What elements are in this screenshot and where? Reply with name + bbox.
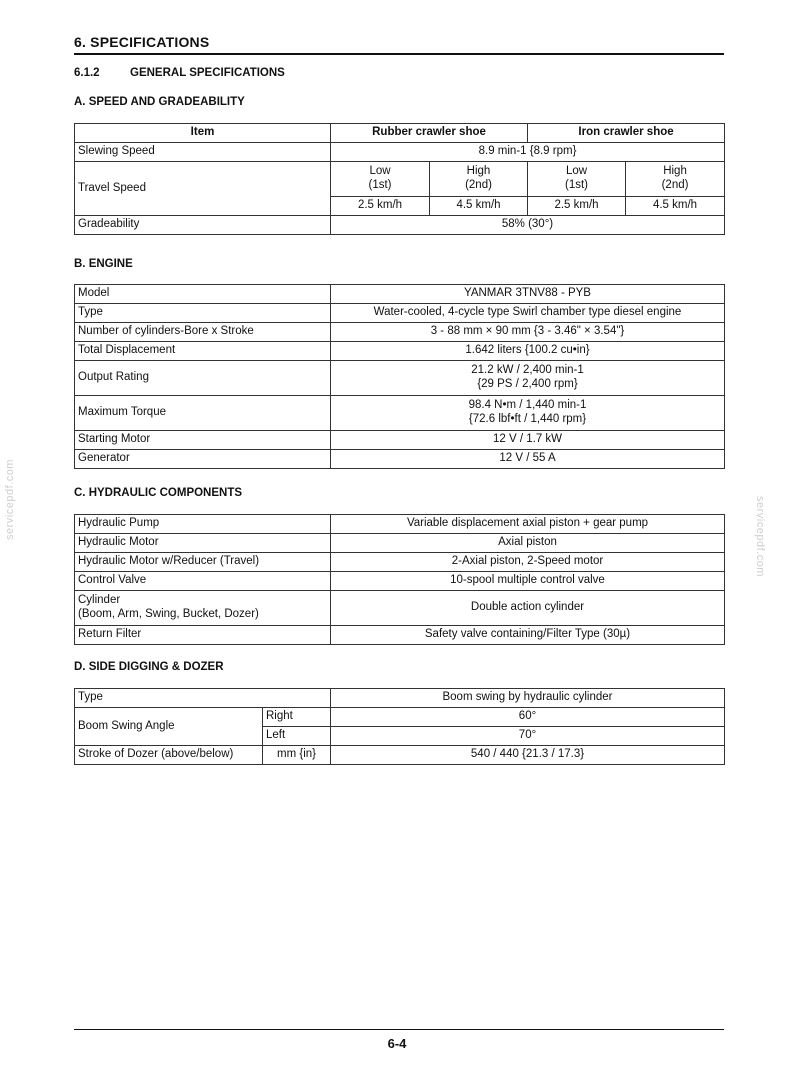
row-value: 60° (331, 708, 725, 727)
subsection-number: 6.1.2 (74, 67, 100, 79)
engine-table (74, 284, 725, 469)
row-label: Hydraulic Motor (75, 534, 331, 553)
gear-cell: Low (1st) (528, 162, 626, 197)
col-header-rubber: Rubber crawler shoe (331, 124, 528, 143)
row-label: Type (75, 304, 331, 323)
subsection-heading (74, 67, 285, 79)
row-value: Double action cylinder (331, 591, 725, 626)
section-title-hydraulic: C. HYDRAULIC COMPONENTS (74, 487, 243, 499)
table-row (75, 143, 725, 162)
row-label: Maximum Torque (75, 396, 331, 431)
row-value: 4.5 km/h (430, 197, 528, 216)
row-label: Total Displacement (75, 342, 331, 361)
table-row (75, 746, 725, 765)
table-row (75, 572, 725, 591)
row-label: Control Valve (75, 572, 331, 591)
table-row (75, 304, 725, 323)
row-value: 10-spool multiple control valve (331, 572, 725, 591)
section-title-engine: B. ENGINE (74, 258, 133, 270)
section-title-speed: A. SPEED AND GRADEABILITY (74, 96, 245, 108)
section-title-dozer: D. SIDE DIGGING & DOZER (74, 661, 224, 673)
table-row (75, 708, 725, 727)
row-label: Stroke of Dozer (above/below) (75, 746, 263, 765)
table-row (75, 361, 725, 396)
footer-divider (74, 1029, 724, 1030)
page-number: 6-4 (387, 1036, 407, 1051)
row-label: Number of cylinders-Bore x Stroke (75, 323, 331, 342)
table-row (75, 216, 725, 235)
row-label: Output Rating (75, 361, 331, 396)
row-label: Model (75, 285, 331, 304)
unit-label: mm {in} (263, 746, 331, 765)
row-value: 2-Axial piston, 2-Speed motor (331, 553, 725, 572)
table-row (75, 626, 725, 645)
row-value: YANMAR 3TNV88 - PYB (331, 285, 725, 304)
sub-label: Right (263, 708, 331, 727)
col-header-item: Item (75, 124, 331, 143)
table-row (75, 515, 725, 534)
table-row (75, 285, 725, 304)
gear-cell: Low (1st) (331, 162, 430, 197)
watermark-left: servicepdf.com (4, 459, 16, 540)
row-label: Travel Speed (75, 162, 331, 216)
row-value: Axial piston (331, 534, 725, 553)
row-value: 1.642 liters {100.2 cu•in} (331, 342, 725, 361)
row-value: 21.2 kW / 2,400 min-1 {29 PS / 2,400 rpm} (331, 361, 725, 396)
row-value: 58% (30°) (331, 216, 725, 235)
table-row (75, 431, 725, 450)
row-value: 4.5 km/h (626, 197, 725, 216)
row-label: Cylinder (Boom, Arm, Swing, Bucket, Dozer) (75, 591, 331, 626)
row-value: 2.5 km/h (331, 197, 430, 216)
row-value: Variable displacement axial piston + gear pump (331, 515, 725, 534)
row-label: Type (75, 689, 331, 708)
table-row (75, 450, 725, 469)
row-label: Boom Swing Angle (75, 708, 263, 746)
table-row (75, 342, 725, 361)
hydraulic-table (74, 514, 725, 645)
row-value: Water-cooled, 4-cycle type Swirl chamber type diesel engine (331, 304, 725, 323)
row-label: Return Filter (75, 626, 331, 645)
row-value: 3 - 88 mm × 90 mm {3 - 3.46" × 3.54"} (331, 323, 725, 342)
row-label: Hydraulic Pump (75, 515, 331, 534)
row-label: Gradeability (75, 216, 331, 235)
table-row (75, 396, 725, 431)
table-row (75, 689, 725, 708)
row-label: Hydraulic Motor w/Reducer (Travel) (75, 553, 331, 572)
row-value: 8.9 min-1 {8.9 rpm} (331, 143, 725, 162)
row-value: 2.5 km/h (528, 197, 626, 216)
table-row (75, 323, 725, 342)
row-value: 12 V / 55 A (331, 450, 725, 469)
row-label: Slewing Speed (75, 143, 331, 162)
row-value: 70° (331, 727, 725, 746)
table-row (75, 162, 725, 197)
row-value: 98.4 N•m / 1,440 min-1 {72.6 lbf•ft / 1,440 rpm} (331, 396, 725, 431)
row-value: 540 / 440 {21.3 / 17.3} (331, 746, 725, 765)
page-header (74, 34, 724, 55)
page-title: 6. SPECIFICATIONS (74, 34, 210, 50)
sub-label: Left (263, 727, 331, 746)
row-value: Boom swing by hydraulic cylinder (331, 689, 725, 708)
row-value: Safety valve containing/Filter Type (30µ) (331, 626, 725, 645)
col-header-iron: Iron crawler shoe (528, 124, 725, 143)
gear-cell: High (2nd) (430, 162, 528, 197)
table-row (75, 553, 725, 572)
dozer-table (74, 688, 725, 765)
row-label: Generator (75, 450, 331, 469)
speed-table (74, 123, 725, 235)
watermark-right: servicepdf.com (754, 496, 766, 577)
row-value: 12 V / 1.7 kW (331, 431, 725, 450)
gear-cell: High (2nd) (626, 162, 725, 197)
table-row (75, 591, 725, 626)
subsection-title: GENERAL SPECIFICATIONS (130, 67, 285, 79)
table-row (75, 124, 725, 143)
row-label: Starting Motor (75, 431, 331, 450)
table-row (75, 534, 725, 553)
